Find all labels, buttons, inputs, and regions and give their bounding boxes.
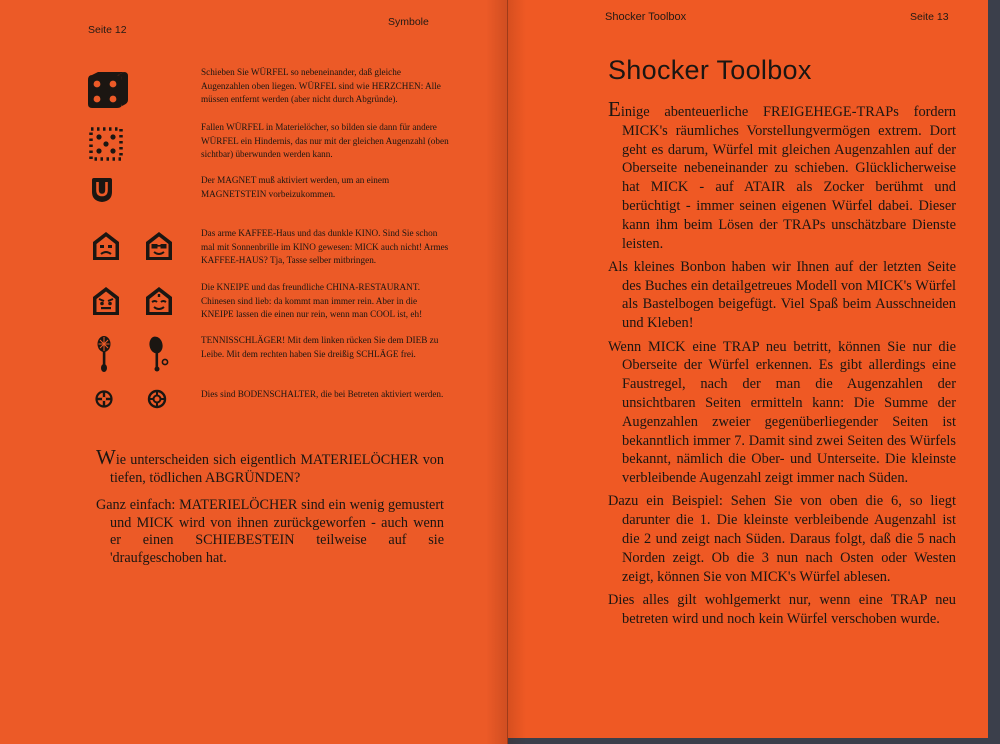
qa-question-text: ie unterscheiden sich eigentlich MATERIELÖCHER von tiefen, tödlichen ABGRÜNDEN? (110, 452, 444, 486)
qa-answer: Ganz einfach: MATERIELÖCHER sind ein wenig gemustert und MICK wird von ihnen zurückgeworfen - auch wenn er einen SCHIEBESTEIN teilweise auf sie 'draufgeschoben hat. (96, 497, 444, 566)
symbol-row (0, 174, 508, 224)
qa-section (96, 445, 444, 568)
paragraph-initial: E (608, 97, 621, 121)
magnet-icon (90, 177, 114, 203)
symbol-row (0, 121, 508, 171)
symbol-row (0, 66, 508, 116)
running-head-section: Shocker Toolbox (605, 11, 687, 23)
page-title: Shocker Toolbox (608, 55, 812, 85)
symbol-description: Fallen WÜRFEL in Materielöcher, so bilden sie dann für andere WÜRFEL ein Hindernis, das nur mit der gleichen Augenzahl (oben sichtbar) überwunden werden kann. (201, 122, 449, 159)
spine-fold (507, 0, 508, 744)
body-text (608, 97, 956, 633)
symbol-row (0, 334, 508, 384)
body-paragraph: Dies alles gilt wohlgemerkt nur, wenn eine TRAP neu betreten wird und noch kein Würfel verschoben wurde. (608, 591, 956, 627)
pub-icon (92, 286, 120, 316)
running-head-page-number: Seite 12 (88, 24, 127, 36)
body-paragraph: Als kleines Bonbon haben wir Ihnen auf der letzten Seite des Buches ein detailgetreues Modell von MICK's Würfel als Bastelbogen beigefügt. Viel Spaß beim Ausschneiden und Kleben! (608, 258, 956, 332)
symbol-description: Dies sind BODENSCHALTER, die bei Betreten aktiviert werden. (201, 389, 444, 399)
china-restaurant-icon (145, 286, 173, 316)
symbol-row (0, 388, 508, 438)
symbol-description: Die KNEIPE und das freundliche CHINA-RESTAURANT. Chinesen sind lieb: da kommt man immer rein. Aber in die KNEIPE lassen die einen nur rein, wenn man COOL ist, eh! (201, 282, 423, 319)
floor-switch-ring-icon (147, 389, 167, 409)
paragraph-text: inige abenteuerliche FREIGEHEGE-TRAPs fordern MICK's räumliches Vorstellungvermögen extrem. Dort geht es darum, Würfel mit gleichen Augenzahlen auf der Oberseite nebeneinander zu schieben. Glücklicherweise hat MICK - auf ATAIR als Zocker berühmt und berüchtigt - immer seinen eigenen Würfel dabei. Dieser kann ihm beim Lösen der TRAPs unschätzbare Dienste leisten. (620, 104, 956, 252)
tennis-racket-right-icon (147, 335, 169, 373)
dice-icon (87, 71, 129, 109)
symbol-description: Der MAGNET muß aktiviert werden, um an einem MAGNETSTEIN vorbeizukommen. (201, 175, 390, 199)
cinema-icon (145, 231, 173, 261)
gutter-shadow (486, 0, 526, 744)
symbol-description: Das arme KAFFEE-Haus und das dunkle KINO. Sind Sie schon mal mit Sonnenbrille im KINO gewesen: MICK auch nicht! Armes KAFFEE-HAUS? Tja, Tasse selber mitbringen. (201, 228, 449, 265)
symbol-row (0, 281, 508, 331)
right-page (508, 0, 988, 738)
body-paragraph (608, 97, 956, 253)
qa-question (96, 445, 444, 487)
symbol-description: TENNISSCHLÄGER! Mit dem linken rücken Sie dem DIEB zu Leibe. Mit dem rechten haben Sie dreißig SCHLÄGE frei. (201, 335, 439, 359)
body-paragraph: Dazu ein Beispiel: Sehen Sie von oben die 6, so liegt darunter die 1. Die kleinste verbleibende Augenzahl ist die 2 und zeigt nach Süden. Daraus folgt, daß die 5 nach Norden zeigt. Ob die 3 nun nach Osten oder Westen zeigt, können Sie von MICK's Würfel ablesen. (608, 493, 956, 585)
dotted-dice-icon (88, 126, 124, 162)
symbol-description: Schieben Sie WÜRFEL so nebeneinander, daß gleiche Augenzahlen oben liegen. WÜRFEL sind wie HERZCHEN: Alle müssen entfernt werden (aber nicht durch Abgründe). (201, 67, 441, 104)
symbol-row (0, 227, 508, 277)
coffee-house-icon (92, 231, 120, 261)
tennis-racket-left-icon (96, 335, 112, 373)
qa-question-initial: W (96, 445, 116, 469)
running-head-page-number: Seite 13 (910, 11, 949, 23)
body-paragraph: Wenn MICK eine TRAP neu betritt, können Sie nur die Oberseite der Würfel erkennen. Es gibt allerdings eine Faustregel, nach der man die Augenzahlen der unsichtbaren Seiten ermitteln kann: Die Summe der Augenzahlen zweier gegenüberliegender Seiten ist bekanntlich immer 7. Damit sind zwei Seiten des Würfels bekannt, nämlich die Ober- und Unterseite. Die kleinste verbleibende Augenzahl zeigt immer nach Süden. (608, 338, 956, 487)
floor-switch-cross-icon (94, 389, 114, 409)
running-head-section: Symbole (388, 16, 429, 28)
